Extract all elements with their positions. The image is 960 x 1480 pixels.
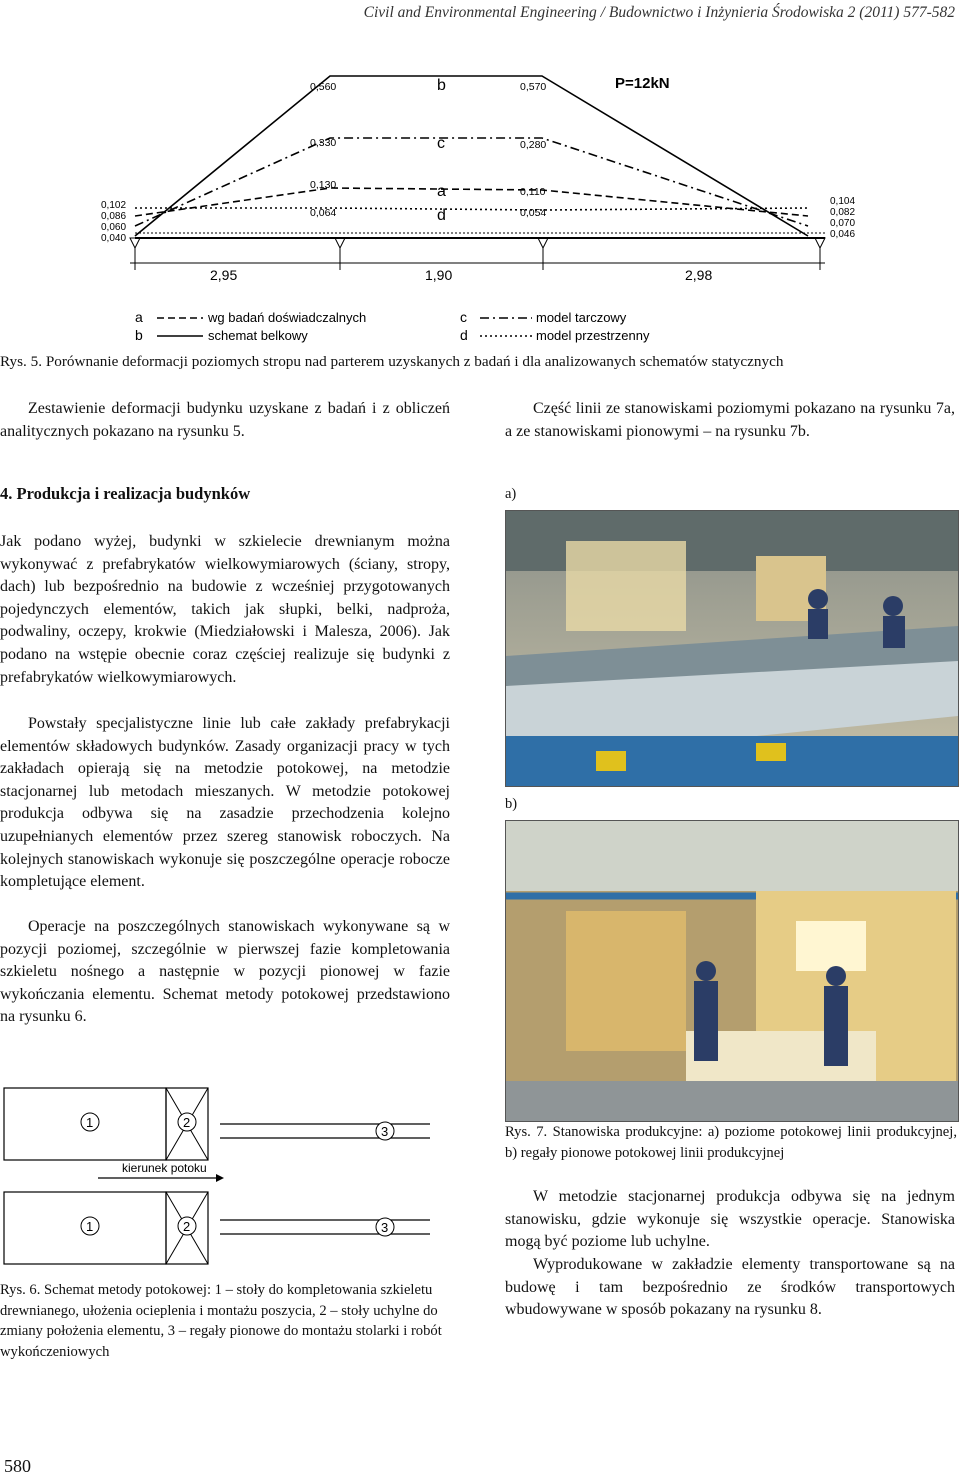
figure-7-caption-label: Rys. 7. [505, 1124, 548, 1140]
curve-label-b: b [437, 77, 446, 94]
value-d-right: 0,054 [520, 207, 547, 219]
photo-a-horizontal-stations [505, 510, 959, 787]
left-intro-paragraph: Zestawienie deformacji budynku uzyskane z badań i z obliczeń analitycznych pokazano na rysunku 5. [0, 400, 450, 440]
figure-6-caption-label: Rys. 6. [0, 1282, 41, 1298]
right-end-value-1: 0,104 [830, 196, 856, 207]
span-2: 1,90 [425, 267, 453, 283]
value-c-left: 0,330 [310, 137, 337, 149]
curve-label-c: c [437, 135, 445, 152]
number-2-bottom: 2 [183, 1219, 191, 1234]
direction-label: kierunek potoku [122, 1161, 207, 1175]
right-paragraph-2: Wyprodukowane w zakładzie elementy transportowane są na budowę i tam bezpośrednio ze środków transportowych wbudowywane w sposób pokazany na rysunku 8. [505, 1256, 955, 1319]
photo-b-vertical-racks [505, 820, 959, 1122]
figure-5-svg [95, 68, 885, 350]
left-paragraph-3: Operacje na poszczególnych stanowiskach wykonywane są w pozycji poziomej, szczególnie w pierwszej fazie kompletowania szkieletu nośnego a następnie w pozycji pionowej w fazie wykończania elementu. Schemat metody potokowej przedstawiono na rysunku 6. [0, 918, 450, 1026]
legend-text-a: wg badań doświadczalnych [208, 310, 367, 325]
left-end-value-1: 0,102 [101, 200, 127, 211]
curve-a-line [135, 188, 808, 216]
figure-5-caption-text: Porównanie deformacji poziomych stropu nad parterem uzyskanych z badań i dla analizowanych schematów statycznych [45, 353, 784, 370]
figure-6-caption-text: Schemat metody potokowej: 1 – stoły do kompletowania szkieletu drewnianego, ułożenia ocieplenia i montażu poszycia, 2 – stoły uchylne do zmiany położenia elementu, 3 – regały pionowe do montażu stolarki i robót wykończeniowych [0, 1282, 442, 1360]
right-paragraph-1: W metodzie stacjonarnej produkcja odbywa się na jednym stanowisku, gdzie wykonuje się wszystkie operacje. Stanowiska mogą być poziome lub uchylne. [505, 1188, 955, 1251]
value-d-left: 0,064 [310, 207, 337, 219]
value-a-right: 0,110 [520, 186, 546, 198]
left-paragraph-2: Powstały specjalistyczne linie lub całe zakłady prefabrykacji elementów składowych budynków. Zasady organizacji pracy w tych zakładach opierają się na metodzie potokowej, na metodzie stacjonarnej lub metodach mieszanych. W metodzie potokowej produkcja odbywa się na zasadzie przechodzenia kolejno uzupełnianych elementów przez szereg stanowisk roboczych. Na kolejnych stanowiskach wykonuje się poszczególne operacje robocze kompletujące element. [0, 715, 450, 891]
journal-header: Civil and Environmental Engineering / Budownictwo i Inżynieria Środowiska 2 (2011) 577-582 [363, 4, 955, 21]
figure-5-caption-label: Rys. 5. [0, 353, 43, 370]
span-3: 2,98 [685, 267, 713, 283]
value-b-right: 0,570 [520, 81, 547, 93]
curve-d-line [135, 208, 808, 210]
curve-label-a: a [437, 183, 446, 200]
legend-text-b: schemat belkowy [208, 328, 308, 343]
legend-key-a: a [135, 309, 143, 325]
figure-6-caption [0, 1280, 452, 1362]
right-end-value-2: 0,082 [830, 207, 856, 218]
right-intro-paragraph: Część linii ze stanowiskami poziomymi pokazano na rysunku 7a, a ze stanowiskami pionowymi – na rysunku 7b. [505, 400, 955, 440]
photo-b-label: b) [505, 796, 518, 812]
value-a-left: 0,130 [310, 179, 337, 191]
left-paragraph-1: Jak podano wyżej, budynki w szkielecie drewnianym można wykonywać z prefabrykatów wielkowymiarowych (ściany, stropy, dach) lub bezpośrednio na budowie z wcześniej przygotowanych pojedynczych elementów, takich jak słupki, belki, nadproża, podwaliny, oczepy, krokwie (Miedziałowski i Malesza, 2006). Jak podano na wstępie obecnie coraz częściej realizuje się budynki z prefabrykatów wielkowymiarowych. [0, 533, 450, 686]
left-end-value-3: 0,060 [101, 222, 127, 233]
station-1-bottom [4, 1192, 166, 1264]
curve-label-d: d [437, 207, 446, 224]
value-c-right: 0,280 [520, 139, 547, 151]
left-end-value-4: 0,040 [101, 233, 127, 244]
number-3-top: 3 [381, 1124, 389, 1139]
number-3-bottom: 3 [381, 1220, 389, 1235]
figure-7-caption-text: Stanowiska produkcyjne: a) poziome potokowej linii produkcyjnej, b) regały pionowe potokowej linii produkcyjnej [505, 1124, 957, 1161]
value-b-left: 0,560 [310, 81, 337, 93]
number-1-top: 1 [86, 1115, 94, 1130]
curve-b-line [135, 76, 808, 236]
legend-text-d: model przestrzenny [536, 328, 650, 343]
legend-text-c: model tarczowy [536, 310, 627, 325]
station-1-top [4, 1088, 166, 1160]
right-end-value-4: 0,046 [830, 229, 856, 240]
figure-6-flow-diagram [2, 1080, 432, 1270]
left-end-value-2: 0,086 [101, 211, 127, 222]
figure-7-caption [505, 1122, 957, 1163]
section-heading: 4. Produkcja i realizacja budynków [0, 484, 251, 503]
page-number: 580 [4, 1456, 31, 1476]
legend-key-c: c [460, 309, 467, 325]
span-1: 2,95 [210, 267, 238, 283]
number-2-top: 2 [183, 1115, 191, 1130]
figure-5-deformation-diagram [95, 68, 885, 350]
right-end-value-3: 0,070 [830, 218, 856, 229]
load-label: P=12kN [615, 75, 670, 92]
figure-5-caption [0, 352, 960, 372]
legend-key-d: d [460, 327, 468, 343]
curve-c-line [135, 138, 808, 226]
legend-key-b: b [135, 327, 143, 343]
number-1-bottom: 1 [86, 1219, 94, 1234]
photo-a-label: a) [505, 486, 517, 502]
